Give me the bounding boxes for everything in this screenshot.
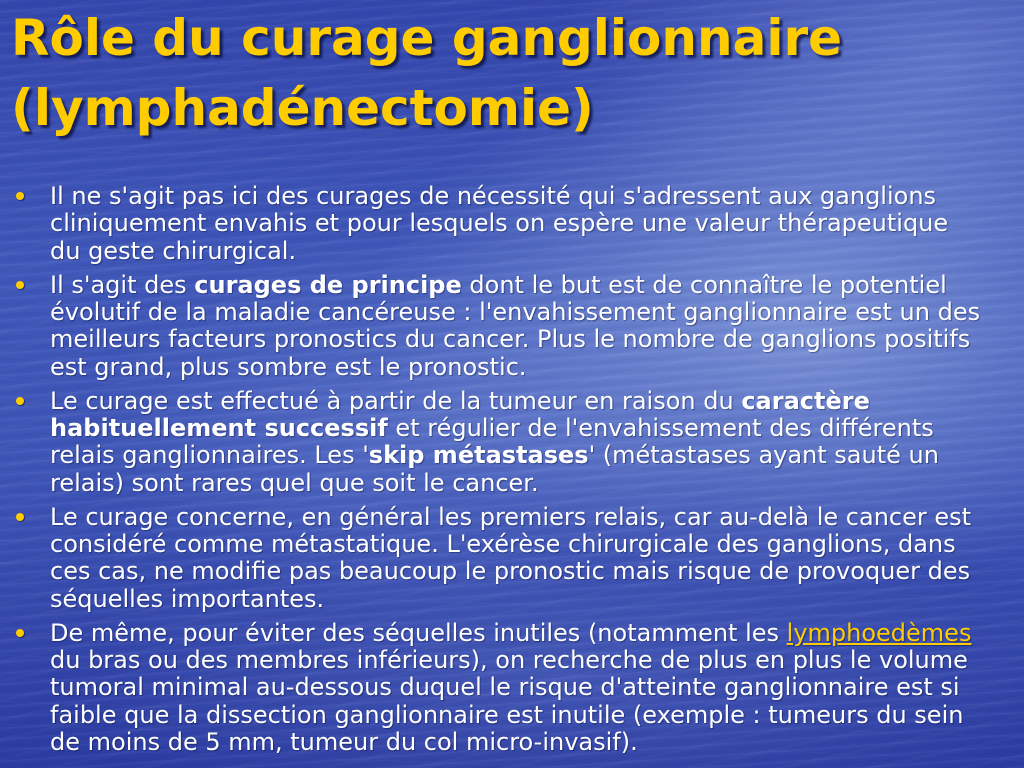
- bullet-text: relais ganglionnaires. Les ': [50, 441, 369, 470]
- bullet-text: cliniquement envahis et pour lesquels on espère une valeur thérapeutique: [50, 209, 949, 238]
- bold-text: skip métastases: [368, 441, 589, 470]
- bullet-list: [50, 183, 1014, 757]
- bullet-item: [50, 183, 1014, 265]
- bold-text: caractère: [741, 386, 870, 415]
- bullet-text: relais) sont rares quel que soit le cancer.: [50, 468, 539, 497]
- bullet-line: [50, 504, 1014, 531]
- bullet-line: [50, 531, 1014, 558]
- bullet-dot-icon: [16, 629, 24, 637]
- bullet-line: [50, 388, 1014, 415]
- bullet-dot-icon: [16, 281, 24, 289]
- bullet-text: est grand, plus sombre est le pronostic.: [50, 352, 527, 381]
- bullet-text: Le curage est effectué à partir de la tumeur en raison du: [50, 386, 742, 415]
- bullet-text: ces cas, ne modifie pas beaucoup le pronostic mais risque de provoquer des: [50, 557, 971, 586]
- bullet-line: [50, 702, 1014, 729]
- bullet-line: [50, 210, 1014, 237]
- bullet-line: [50, 647, 1014, 674]
- bullet-text: évolutif de la maladie cancéreuse : l'envahissement ganglionnaire est un des: [50, 298, 981, 327]
- bullet-line: [50, 354, 1014, 381]
- bold-text: curages de principe: [194, 270, 462, 299]
- bullet-text: Il ne s'agit pas ici des curages de nécessité qui s'adressent aux ganglions: [50, 182, 937, 210]
- bullet-item: [50, 620, 1014, 757]
- bullet-item: [50, 504, 1014, 614]
- bullet-line: [50, 299, 1014, 326]
- bullet-line: [50, 415, 1014, 442]
- bullet-item: [50, 272, 1014, 382]
- slide-title: [11, 3, 842, 143]
- bullet-line: [50, 729, 1014, 756]
- bullet-text: et régulier de l'envahissement des différents: [387, 414, 934, 443]
- bullet-line: [50, 558, 1014, 585]
- bullet-line: [50, 586, 1014, 613]
- bullet-line: [50, 620, 1014, 647]
- bullet-text: séquelles importantes.: [50, 584, 325, 613]
- bullet-line: [50, 674, 1014, 701]
- bullet-line: [50, 442, 1014, 469]
- bullet-dot-icon: [16, 192, 24, 200]
- title-line: Rôle du curage ganglionnaire: [11, 9, 843, 67]
- bullet-text: du geste chirurgical.: [50, 236, 297, 265]
- bullet-line: [50, 326, 1014, 353]
- bullet-text: Le curage concerne, en général les premiers relais, car au-delà le cancer est: [50, 502, 972, 531]
- title-line: (lymphadénectomie): [11, 79, 594, 137]
- bullet-text: de moins de 5 mm, tumeur du col micro-invasif).: [50, 728, 638, 757]
- bullet-line: [50, 470, 1014, 497]
- bullet-line: [50, 238, 1014, 265]
- bullet-text: meilleurs facteurs pronostics du cancer. Plus le nombre de ganglions positifs: [50, 325, 971, 354]
- bullet-text: faible que la dissection ganglionnaire est inutile (exemple : tumeurs du sein: [50, 700, 964, 729]
- bullet-dot-icon: [16, 397, 24, 405]
- inline-link[interactable]: lymphoedèmes: [786, 618, 972, 647]
- bullet-item: [50, 388, 1014, 498]
- bullet-line: [50, 272, 1014, 299]
- bold-text: habituellement successif: [50, 414, 388, 443]
- bullet-text: considéré comme métastatique. L'exérèse chirurgicale des ganglions, dans: [50, 530, 956, 559]
- bullet-text: De même, pour éviter des séquelles inutiles (notamment les: [50, 618, 787, 647]
- bullet-text: ' (métastases ayant sauté un: [588, 441, 939, 470]
- bullet-text: Il s'agit des: [50, 270, 195, 299]
- bullet-dot-icon: [16, 513, 24, 521]
- bullet-text: du bras ou des membres inférieurs), on recherche de plus en plus le volume: [50, 646, 968, 675]
- bullet-line: [50, 183, 1014, 210]
- bullet-text: dont le but est de connaître le potentiel: [461, 270, 947, 299]
- bullet-text: tumoral minimal au-dessous duquel le risque d'atteinte ganglionnaire est si: [50, 673, 960, 702]
